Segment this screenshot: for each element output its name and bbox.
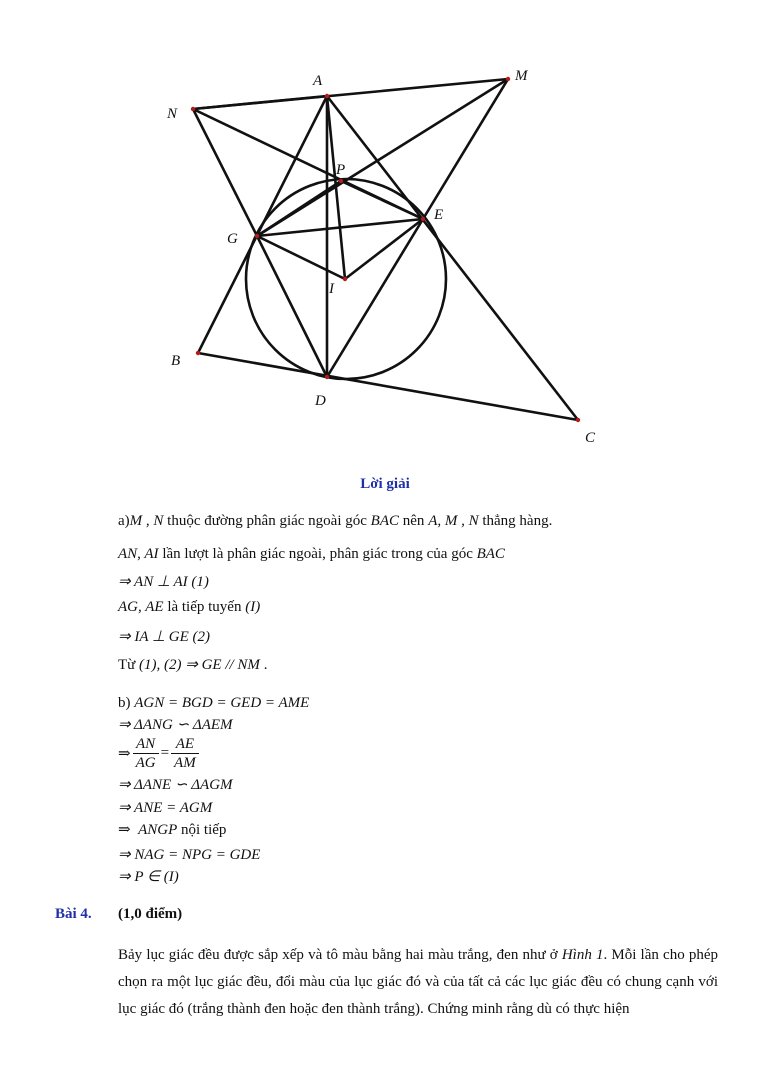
- solution-b-line-1: b) AGN = BGD = GED = AME: [118, 695, 310, 711]
- point-E: [421, 217, 425, 221]
- solution-b-line-4: ⇒ ΔANE ∽ ΔAGM: [118, 777, 233, 793]
- solution-b-line-7: ⇒ NAG = NPG = GDE: [118, 847, 261, 863]
- segment-NG: [193, 109, 257, 236]
- point-C: [576, 418, 580, 422]
- point-N: [191, 107, 195, 111]
- solution-a-line-4: AG, AE là tiếp tuyến (I): [118, 599, 261, 615]
- label-B: B: [171, 353, 181, 369]
- segment-AC: [327, 96, 578, 420]
- label-D: D: [315, 393, 326, 409]
- segment-NA: [193, 96, 327, 109]
- solution-heading: Lời giải: [360, 476, 410, 492]
- point-M: [506, 77, 510, 81]
- label-A: A: [313, 73, 323, 89]
- label-I: I: [329, 281, 334, 297]
- point-D: [325, 375, 329, 379]
- label-M: M: [515, 68, 528, 84]
- solution-a-line-3: ⇒ AN ⊥ AI (1): [118, 574, 209, 590]
- solution-a-line-5: ⇒ IA ⊥ GE (2): [118, 629, 211, 645]
- solution-b-line-5: ⇒ ANE = AGM: [118, 800, 213, 816]
- problem-text: Bảy lục giác đều được sắp xếp và tô màu bằng hai màu trắng, đen như ở Hình 1. Mỗi lần cho phép chọn ra một lục giác đều, đổi màu của lục giác đó và của tất cả các lục giác đều có chung cạnh với lục giác đó (trắng thành đen hoặc đen thành trắng). Chứng minh rằng dù có thực hiện: [118, 947, 719, 1017]
- point-I: [343, 277, 347, 281]
- segment-IG: [257, 236, 345, 279]
- point-P: [339, 179, 343, 183]
- point-B: [196, 351, 200, 355]
- solution-b-line-6: ⇒ ANGP nội tiếp: [118, 822, 227, 838]
- label-G: G: [227, 231, 238, 247]
- figure-reference: Hình 1: [561, 947, 604, 963]
- problem-label: Bài 4.: [55, 906, 92, 922]
- solution-b-line-2: ⇒ ΔANG ∽ ΔAEM: [118, 717, 233, 733]
- problem-points: (1,0 điểm): [118, 906, 183, 922]
- segment-ME: [423, 79, 508, 219]
- solution-a-line-2: AN, AI lần lượt là phân giác ngoài, phân giác trong của góc BAC: [118, 546, 505, 562]
- solution-b-line-8: ⇒ P ∈ (I): [118, 869, 179, 885]
- point-A: [325, 94, 329, 98]
- point-G: [255, 234, 259, 238]
- solution-a-line-1: a)M , N thuộc đường phân giác ngoài góc BAC nên A, M , N thẳng hàng.: [118, 513, 553, 529]
- solution-b-line-3: ⇒ $\frac{AN}{AG}$ = $\frac{AE}{AM}$: [118, 735, 201, 772]
- label-C: C: [585, 430, 596, 446]
- solution-a-line-6: Từ (1), (2) ⇒ GE // NM .: [118, 657, 268, 673]
- label-E: E: [434, 207, 444, 223]
- label-P: P: [336, 162, 346, 178]
- segment-IE: [345, 219, 423, 279]
- segment-DG: [257, 236, 327, 377]
- segment-AB: [198, 96, 327, 353]
- segment-BC: [198, 353, 578, 420]
- geometry-figure: [0, 0, 770, 460]
- label-N: N: [167, 106, 178, 122]
